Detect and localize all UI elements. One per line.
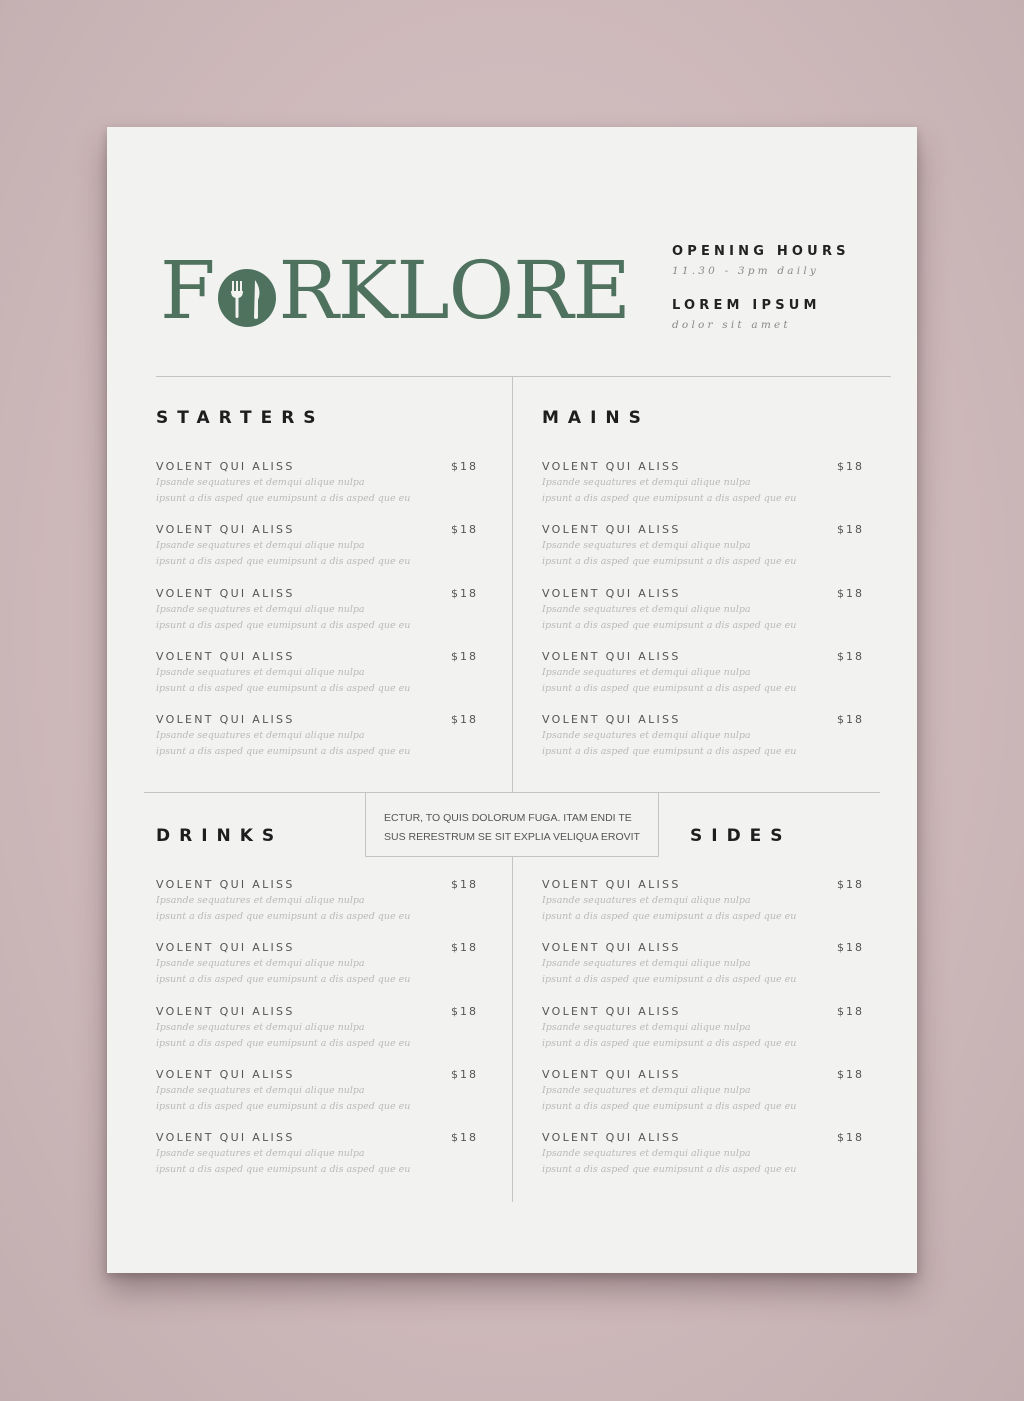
item-price: $18 (451, 1068, 478, 1081)
opening-hours-block (672, 244, 850, 277)
item-name: VOLENT QUI ALISS (542, 1131, 681, 1144)
callout-line-1: ECTUR, TO QUIS DOLORUM FUGA. ITAM ENDI TE (384, 812, 632, 824)
item-description: Ipsande sequatures et demqui alique nulpa (542, 895, 751, 906)
item-description: ipsunt a dis asped que eumipsunt a dis asped que eu (156, 683, 411, 694)
menu-item-starters-3 (156, 587, 478, 643)
lorem-ipsum-value: dolor sit amet (672, 319, 791, 331)
item-price: $18 (451, 1005, 478, 1018)
item-description: Ipsande sequatures et demqui alique nulpa (542, 667, 751, 678)
item-description: Ipsande sequatures et demqui alique nulpa (542, 1085, 751, 1096)
section-title-drinks: DRINKS (156, 826, 284, 846)
menu-item-starters-1 (156, 460, 478, 516)
upper-column-divider (512, 377, 513, 792)
menu-sheet (107, 127, 917, 1273)
item-price: $18 (451, 878, 478, 891)
item-name: VOLENT QUI ALISS (156, 650, 295, 663)
item-description: ipsunt a dis asped que eumipsunt a dis asped que eu (156, 1164, 411, 1175)
menu-item-starters-4 (156, 650, 478, 706)
item-description: ipsunt a dis asped que eumipsunt a dis asped que eu (542, 1164, 797, 1175)
menu-item-mains-3 (542, 587, 864, 643)
fork-knife-icon (217, 261, 277, 321)
item-description: Ipsande sequatures et demqui alique nulpa (156, 667, 365, 678)
item-description: ipsunt a dis asped que eumipsunt a dis asped que eu (156, 556, 411, 567)
item-name: VOLENT QUI ALISS (156, 1068, 295, 1081)
item-price: $18 (837, 587, 864, 600)
item-name: VOLENT QUI ALISS (542, 1005, 681, 1018)
lower-column-divider (512, 857, 513, 1202)
item-description: Ipsande sequatures et demqui alique nulpa (156, 895, 365, 906)
item-price: $18 (837, 713, 864, 726)
item-name: VOLENT QUI ALISS (542, 713, 681, 726)
item-description: Ipsande sequatures et demqui alique nulpa (542, 604, 751, 615)
menu-item-drinks-1 (156, 878, 478, 934)
menu-item-drinks-4 (156, 1068, 478, 1124)
logo-text-start: F (160, 244, 215, 337)
item-price: $18 (451, 460, 478, 473)
item-name: VOLENT QUI ALISS (156, 1131, 295, 1144)
item-description: Ipsande sequatures et demqui alique nulpa (542, 1148, 751, 1159)
item-description: ipsunt a dis asped que eumipsunt a dis asped que eu (542, 911, 797, 922)
menu-item-sides-1 (542, 878, 864, 934)
item-description: Ipsande sequatures et demqui alique nulpa (156, 477, 365, 488)
item-name: VOLENT QUI ALISS (542, 878, 681, 891)
menu-item-sides-3 (542, 1005, 864, 1061)
item-description: Ipsande sequatures et demqui alique nulpa (542, 477, 751, 488)
item-price: $18 (837, 1005, 864, 1018)
menu-item-mains-2 (542, 523, 864, 579)
item-name: VOLENT QUI ALISS (156, 523, 295, 536)
item-description: Ipsande sequatures et demqui alique nulpa (156, 1022, 365, 1033)
item-price: $18 (451, 941, 478, 954)
item-description: ipsunt a dis asped que eumipsunt a dis asped que eu (542, 683, 797, 694)
item-description: ipsunt a dis asped que eumipsunt a dis asped que eu (542, 746, 797, 757)
top-divider (156, 376, 891, 377)
menu-item-starters-2 (156, 523, 478, 579)
menu-item-mains-4 (542, 650, 864, 706)
item-description: ipsunt a dis asped que eumipsunt a dis asped que eu (156, 620, 411, 631)
section-title-sides: SIDES (690, 826, 792, 846)
item-description: ipsunt a dis asped que eumipsunt a dis asped que eu (542, 974, 797, 985)
item-description: Ipsande sequatures et demqui alique nulpa (542, 958, 751, 969)
menu-item-sides-5 (542, 1131, 864, 1187)
item-name: VOLENT QUI ALISS (156, 878, 295, 891)
item-description: ipsunt a dis asped que eumipsunt a dis asped que eu (156, 1101, 411, 1112)
item-price: $18 (451, 650, 478, 663)
menu-item-drinks-2 (156, 941, 478, 997)
menu-item-drinks-3 (156, 1005, 478, 1061)
item-description: ipsunt a dis asped que eumipsunt a dis asped que eu (156, 911, 411, 922)
item-price: $18 (837, 460, 864, 473)
menu-item-mains-5 (542, 713, 864, 769)
menu-item-sides-4 (542, 1068, 864, 1124)
item-price: $18 (837, 1131, 864, 1144)
item-description: ipsunt a dis asped que eumipsunt a dis asped que eu (156, 746, 411, 757)
menu-item-drinks-5 (156, 1131, 478, 1187)
item-description: Ipsande sequatures et demqui alique nulpa (156, 540, 365, 551)
item-price: $18 (837, 941, 864, 954)
item-price: $18 (837, 878, 864, 891)
callout-box (365, 792, 659, 857)
item-price: $18 (837, 1068, 864, 1081)
callout-line-2: SUS RERESTRUM SE SIT EXPLIA VELIQUA EROVIT (384, 831, 640, 843)
item-price: $18 (451, 1131, 478, 1144)
item-name: VOLENT QUI ALISS (542, 460, 681, 473)
item-description: Ipsande sequatures et demqui alique nulpa (156, 958, 365, 969)
item-description: ipsunt a dis asped que eumipsunt a dis asped que eu (542, 1101, 797, 1112)
opening-hours-title: OPENING HOURS (672, 244, 850, 259)
item-price: $18 (837, 523, 864, 536)
section-title-starters: STARTERS (156, 408, 325, 428)
item-description: ipsunt a dis asped que eumipsunt a dis asped que eu (542, 493, 797, 504)
item-name: VOLENT QUI ALISS (542, 941, 681, 954)
item-price: $18 (837, 650, 864, 663)
item-name: VOLENT QUI ALISS (156, 460, 295, 473)
item-description: Ipsande sequatures et demqui alique nulpa (542, 540, 751, 551)
item-description: ipsunt a dis asped que eumipsunt a dis asped que eu (542, 620, 797, 631)
item-description: Ipsande sequatures et demqui alique nulpa (542, 730, 751, 741)
menu-item-starters-5 (156, 713, 478, 769)
menu-item-sides-2 (542, 941, 864, 997)
item-description: ipsunt a dis asped que eumipsunt a dis asped que eu (542, 1038, 797, 1049)
item-description: ipsunt a dis asped que eumipsunt a dis asped que eu (156, 1038, 411, 1049)
item-description: Ipsande sequatures et demqui alique nulpa (156, 1148, 365, 1159)
forklore-logo (160, 244, 630, 337)
item-description: Ipsande sequatures et demqui alique nulpa (156, 604, 365, 615)
item-name: VOLENT QUI ALISS (156, 941, 295, 954)
item-price: $18 (451, 713, 478, 726)
item-description: ipsunt a dis asped que eumipsunt a dis asped que eu (542, 556, 797, 567)
item-description: Ipsande sequatures et demqui alique nulpa (156, 1085, 365, 1096)
menu-item-mains-1 (542, 460, 864, 516)
item-name: VOLENT QUI ALISS (156, 1005, 295, 1018)
item-name: VOLENT QUI ALISS (542, 523, 681, 536)
item-name: VOLENT QUI ALISS (156, 713, 295, 726)
item-name: VOLENT QUI ALISS (542, 650, 681, 663)
item-name: VOLENT QUI ALISS (542, 587, 681, 600)
item-description: Ipsande sequatures et demqui alique nulpa (542, 1022, 751, 1033)
item-name: VOLENT QUI ALISS (542, 1068, 681, 1081)
item-description: Ipsande sequatures et demqui alique nulpa (156, 730, 365, 741)
lorem-ipsum-title: LOREM IPSUM (672, 298, 821, 313)
item-name: VOLENT QUI ALISS (156, 587, 295, 600)
section-title-mains: MAINS (542, 408, 650, 428)
logo-text-end: RKLORE (278, 244, 630, 337)
item-description: ipsunt a dis asped que eumipsunt a dis asped que eu (156, 493, 411, 504)
item-price: $18 (451, 523, 478, 536)
opening-hours-value: 11.30 - 3pm daily (672, 265, 820, 277)
item-description: ipsunt a dis asped que eumipsunt a dis asped que eu (156, 974, 411, 985)
lorem-ipsum-block (672, 298, 821, 331)
item-price: $18 (451, 587, 478, 600)
